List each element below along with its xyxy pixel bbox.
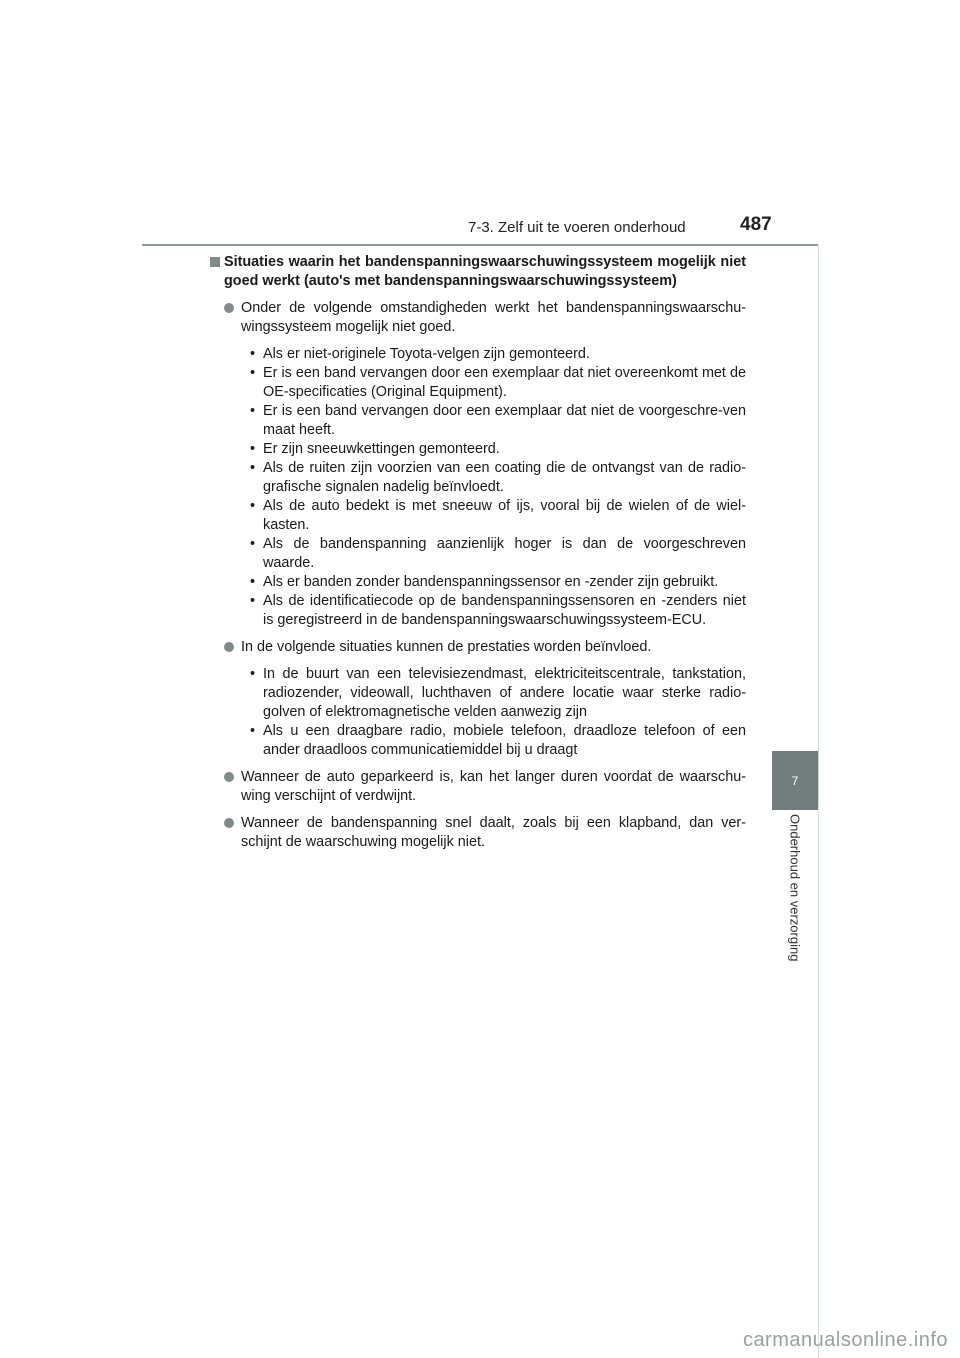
sub-list [210, 665, 746, 760]
sub-list-item [210, 573, 746, 592]
header-section-title: 7-3. Zelf uit te voeren onderhoud [468, 219, 686, 236]
chapter-title-vertical: Onderhoud en verzorging [787, 814, 803, 962]
sub-list [210, 345, 746, 630]
sub-list-item [210, 345, 746, 364]
sub-list-text: Als de ruiten zijn voorzien van een coating die de ontvangst van de radio-grafische signalen nadelig beïnvloedt. [263, 460, 746, 495]
square-bullet-icon [210, 257, 220, 267]
round-bullet-icon [224, 303, 234, 313]
sub-list-text: Er zijn sneeuwkettingen gemonteerd. [263, 441, 500, 457]
sub-list-item [210, 722, 746, 760]
sub-bullet-icon: • [250, 460, 256, 476]
round-bullet-icon [224, 818, 234, 828]
round-bullet-icon [224, 772, 234, 782]
sub-list-item [210, 497, 746, 535]
sub-bullet-icon: • [250, 574, 256, 590]
sub-list-item [210, 364, 746, 402]
bullet-text: In de volgende situaties kunnen de prestaties worden beïnvloed. [241, 639, 652, 655]
sub-bullet-icon: • [250, 365, 256, 381]
main-content [210, 253, 746, 860]
watermark-text: carmanualsonline.info [742, 1329, 948, 1351]
section-heading [210, 253, 746, 291]
sub-list-text: Als u een draagbare radio, mobiele telefoon, draadloze telefoon of een ander draadloos communicatiemiddel bij u draagt [263, 723, 746, 758]
sub-bullet-icon: • [250, 593, 256, 609]
sub-list-item [210, 592, 746, 630]
sub-bullet-icon: • [250, 403, 256, 419]
sub-list-item [210, 535, 746, 573]
chapter-tab: 7 [772, 751, 818, 810]
sub-bullet-icon: • [250, 666, 256, 682]
sub-list-text: In de buurt van een televisiezendmast, elektriciteitscentrale, tankstation, radiozender, videowall, luchthaven of andere locatie waar sterke radio-golven of elektromagnetische velden aanwezig zijn [263, 666, 746, 720]
header-divider [142, 244, 818, 246]
side-margin-line [818, 245, 819, 1358]
sub-bullet-icon: • [250, 536, 256, 552]
sub-list-text: Er is een band vervangen door een exemplaar dat niet de voorgeschre-ven maat heeft. [263, 403, 746, 438]
sub-bullet-icon: • [250, 498, 256, 514]
bullet-item [210, 638, 746, 657]
sub-list-text: Als er niet-originele Toyota-velgen zijn gemonteerd. [263, 346, 590, 362]
sub-list-item [210, 402, 746, 440]
bullet-item [210, 768, 746, 806]
bullet-list [210, 299, 746, 852]
bullet-item [210, 814, 746, 852]
sub-list-item [210, 665, 746, 722]
sub-bullet-icon: • [250, 723, 256, 739]
bullet-text: Wanneer de bandenspanning snel daalt, zoals bij een klapband, dan ver-schijnt de waarschuwing mogelijk niet. [241, 815, 746, 850]
sub-list-text: Er is een band vervangen door een exemplaar dat niet overeenkomt met de OE-specificaties (Original Equipment). [263, 365, 746, 400]
bullet-text: Wanneer de auto geparkeerd is, kan het langer duren voordat de waarschu-wing verschijnt of verdwijnt. [241, 769, 746, 804]
bullet-item [210, 299, 746, 337]
sub-list-text: Als de identificatiecode op de bandenspanningssensoren en -zenders niet is geregistreerd in de bandenspanningswaarschuwingssysteem-ECU. [263, 593, 746, 628]
round-bullet-icon [224, 642, 234, 652]
sub-list-item [210, 440, 746, 459]
sub-list-text: Als de bandenspanning aanzienlijk hoger is dan de voorgeschreven waarde. [263, 536, 746, 571]
sub-bullet-icon: • [250, 441, 256, 457]
sub-list-item [210, 459, 746, 497]
sub-list-text: Als de auto bedekt is met sneeuw of ijs, vooral bij de wielen of de wiel-kasten. [263, 498, 746, 533]
page-number: 487 [740, 214, 772, 235]
sub-list-text: Als er banden zonder bandenspanningssensor en -zender zijn gebruikt. [263, 574, 719, 590]
sub-bullet-icon: • [250, 346, 256, 362]
bullet-text: Onder de volgende omstandigheden werkt het bandenspanningswaarschu-wingssysteem mogelijk niet goed. [241, 300, 746, 335]
section-heading-text: Situaties waarin het bandenspanningswaarschuwingssysteem mogelijk niet goed werkt (auto's met bandenspanningswaarschuwingssysteem) [224, 254, 746, 289]
